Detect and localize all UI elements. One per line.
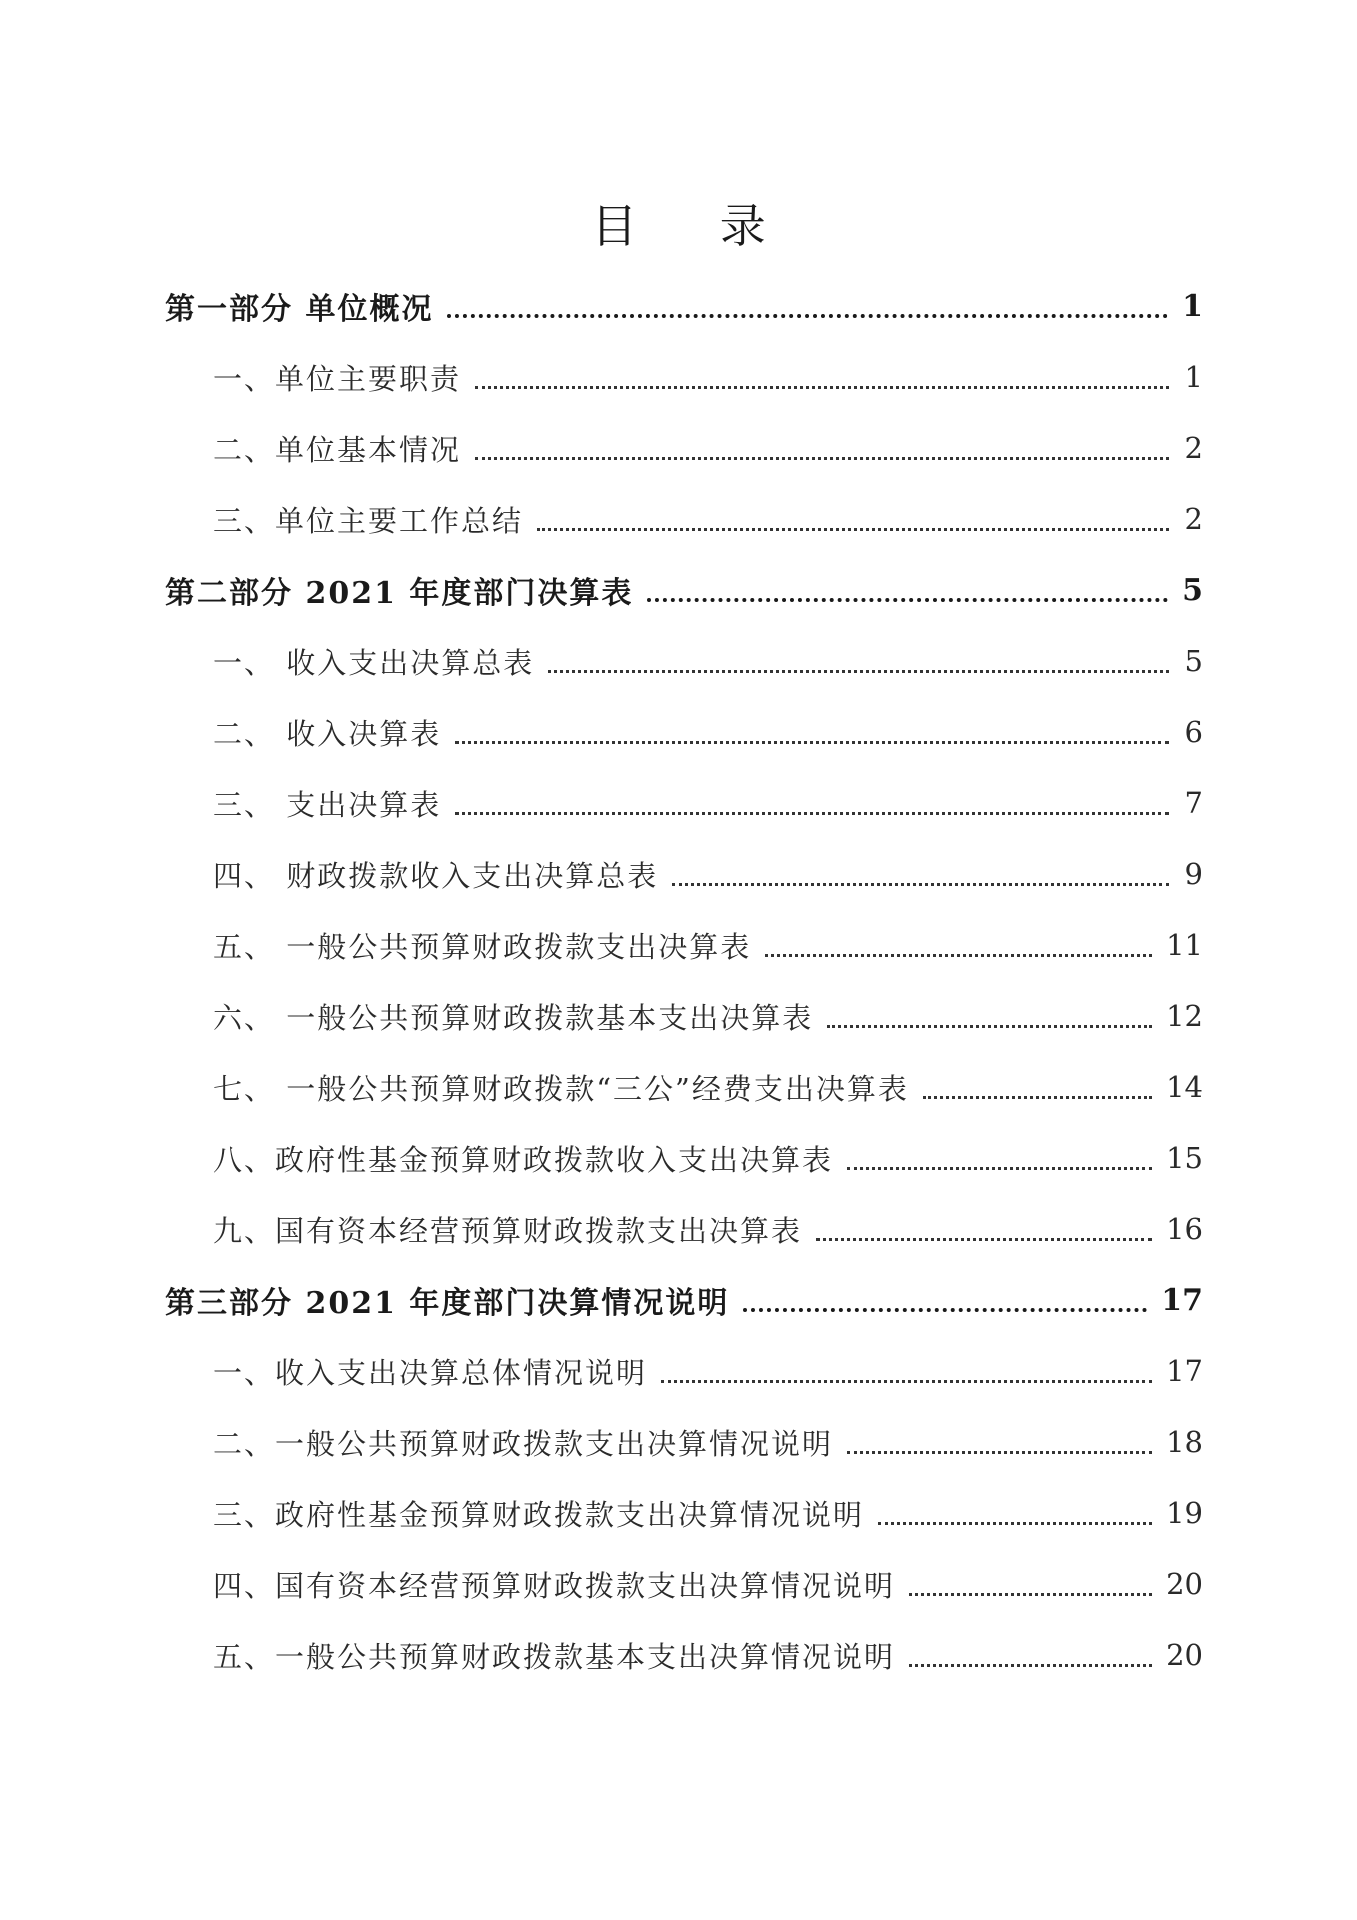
toc-entry-part-1[interactable] (165, 282, 1203, 330)
toc-entry[interactable] (213, 779, 1203, 827)
toc-entry-label: 一、单位主要职责 (213, 361, 462, 396)
toc-entry[interactable] (213, 495, 1203, 543)
toc-entry-page: 2 (1184, 431, 1203, 465)
toc-entry[interactable] (213, 1631, 1203, 1679)
dot-leader (816, 1238, 1152, 1241)
toc-entry-page: 19 (1166, 1496, 1203, 1530)
toc-entry-page: 7 (1184, 786, 1203, 820)
dot-leader (548, 670, 1169, 673)
dot-leader (661, 1380, 1152, 1383)
toc-entry-page: 5 (1182, 572, 1203, 608)
dot-leader (847, 1167, 1152, 1170)
toc-entry-label: 四、国有资本经营预算财政拨款支出决算情况说明 (213, 1568, 896, 1603)
toc-entry-label: 二、一般公共预算财政拨款支出决算情况说明 (213, 1426, 834, 1461)
dot-leader (765, 954, 1152, 957)
toc-entry-label: 六、 一般公共预算财政拨款基本支出决算表 (213, 1000, 814, 1035)
toc-entry-label: 第二部分 2021 年度部门决算表 (165, 576, 634, 611)
toc-entry[interactable] (213, 850, 1203, 898)
toc-entry[interactable] (213, 637, 1203, 685)
toc-entry-page: 9 (1184, 857, 1203, 891)
toc-title: 目 录 (591, 199, 800, 253)
toc-entry-page: 6 (1184, 715, 1203, 749)
toc-entry[interactable] (213, 1063, 1203, 1111)
toc-entry[interactable] (213, 1489, 1203, 1537)
dot-leader (672, 883, 1169, 886)
dot-leader (878, 1522, 1152, 1525)
dot-leader (909, 1593, 1152, 1596)
toc-entry[interactable] (213, 353, 1203, 401)
dot-leader (475, 457, 1169, 460)
toc-entry-label: 三、政府性基金预算财政拨款支出决算情况说明 (213, 1497, 865, 1532)
dot-leader (743, 1308, 1147, 1312)
toc-entry-page: 1 (1184, 360, 1203, 394)
toc-entry-page: 17 (1161, 1282, 1203, 1318)
toc-entry-page: 11 (1166, 928, 1203, 962)
toc-entry-page: 15 (1166, 1141, 1203, 1175)
toc-entry[interactable] (213, 1560, 1203, 1608)
toc-entry-page: 1 (1182, 288, 1203, 324)
toc-entry-label: 第一部分 单位概况 (165, 292, 434, 327)
toc-entry-page: 16 (1166, 1212, 1203, 1246)
toc-entry-page: 18 (1166, 1425, 1203, 1459)
toc-entry-part-3[interactable] (165, 1276, 1203, 1324)
dot-leader (647, 598, 1168, 602)
toc-entry-label: 七、 一般公共预算财政拨款“三公”经费支出决算表 (213, 1071, 909, 1106)
toc-entry-label: 五、 一般公共预算财政拨款支出决算表 (213, 929, 752, 964)
toc-entry-part-2[interactable] (165, 566, 1203, 614)
dot-leader (923, 1096, 1152, 1099)
dot-leader (475, 386, 1169, 389)
toc-entry-label: 二、单位基本情况 (213, 432, 462, 467)
toc-entry-label: 一、 收入支出决算总表 (213, 645, 535, 680)
toc-entry[interactable] (213, 1347, 1203, 1395)
toc-entry-page: 17 (1166, 1354, 1203, 1388)
toc-entry[interactable] (213, 1205, 1203, 1253)
toc-entry[interactable] (213, 1134, 1203, 1182)
toc-entry-label: 一、收入支出决算总体情况说明 (213, 1355, 648, 1390)
dot-leader (455, 812, 1169, 815)
toc-entry-label: 八、政府性基金预算财政拨款收入支出决算表 (213, 1142, 834, 1177)
toc-entry-label: 五、一般公共预算财政拨款基本支出决算情况说明 (213, 1639, 896, 1674)
toc-entry[interactable] (213, 921, 1203, 969)
toc-entry-page: 20 (1166, 1638, 1203, 1672)
toc-entry[interactable] (213, 424, 1203, 472)
toc-entry-page: 12 (1166, 999, 1203, 1033)
dot-leader (537, 528, 1169, 531)
dot-leader (447, 314, 1168, 318)
toc-entry-label: 三、单位主要工作总结 (213, 503, 524, 538)
dot-leader (455, 741, 1169, 744)
dot-leader (847, 1451, 1152, 1454)
toc-entry-page: 2 (1184, 502, 1203, 536)
toc-entry-page: 20 (1166, 1567, 1203, 1601)
toc-entry[interactable] (213, 708, 1203, 756)
dot-leader (827, 1025, 1152, 1028)
toc-entry[interactable] (213, 992, 1203, 1040)
toc-entry-page: 14 (1166, 1070, 1203, 1104)
toc-entry[interactable] (213, 1418, 1203, 1466)
toc-entry-label: 九、国有资本经营预算财政拨款支出决算表 (213, 1213, 803, 1248)
toc-entry-label: 第三部分 2021 年度部门决算情况说明 (165, 1286, 730, 1321)
toc-entry-page: 5 (1184, 644, 1203, 678)
dot-leader (909, 1664, 1152, 1667)
toc-entry-label: 三、 支出决算表 (213, 787, 442, 822)
toc-entry-label: 四、 财政拨款收入支出决算总表 (213, 858, 659, 893)
toc-entry-label: 二、 收入决算表 (213, 716, 442, 751)
